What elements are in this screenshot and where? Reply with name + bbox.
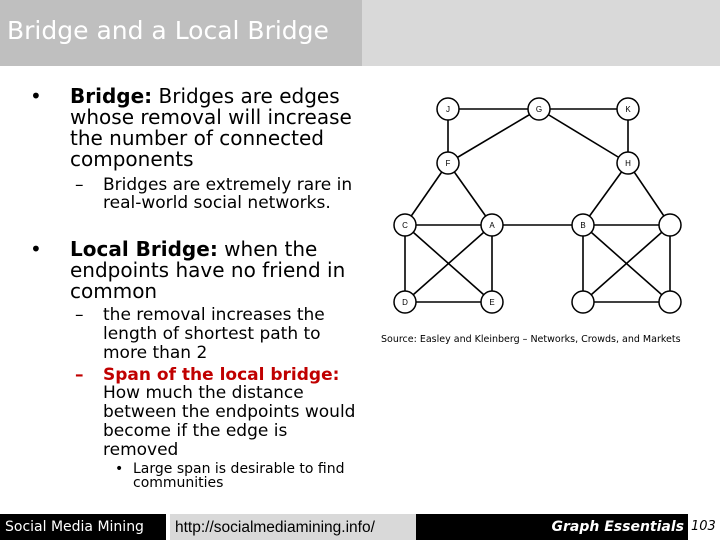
node-right xyxy=(659,214,681,236)
page-number: 103 xyxy=(691,519,716,534)
node-br xyxy=(659,291,681,313)
local-sub1-line-3: more than 2 xyxy=(103,343,208,363)
local-sub1-line-2: length of shortest path to xyxy=(103,324,321,344)
span-line-2: How much the distance xyxy=(103,383,304,403)
local-sub1-line-1: the removal increases the xyxy=(103,305,325,325)
bridge-sub-line-2: real-world social networks. xyxy=(103,193,331,213)
local-bridge-line-3: common xyxy=(70,279,158,303)
bridge-line-4: components xyxy=(70,147,194,171)
edge-g-f xyxy=(448,109,539,163)
graph-edges xyxy=(405,109,670,302)
span-sub-line-1: Large span is desirable to find xyxy=(133,461,345,477)
node-label-g: G xyxy=(535,105,543,114)
node-label-j: J xyxy=(446,105,450,114)
footer xyxy=(0,514,720,540)
local-bridge-line-1 xyxy=(70,239,317,260)
bridge-line-3: the number of connected xyxy=(70,126,324,150)
bridge-term: Bridge: xyxy=(70,84,153,108)
span-line-3: between the endpoints would xyxy=(103,402,356,422)
footer-chapter: Graph Essentials xyxy=(551,519,684,535)
node-label-a: A xyxy=(489,221,495,230)
node-label-b: B xyxy=(580,221,586,230)
network-graph xyxy=(388,88,698,330)
bridge-line-2: whose removal will increase xyxy=(70,105,352,129)
local-bridge-term: Local Bridge: xyxy=(70,237,218,261)
node-bl xyxy=(572,291,594,313)
edge-g-h xyxy=(539,109,628,163)
node-label-c: C xyxy=(402,221,408,230)
dash-marker: – xyxy=(75,305,84,325)
bridge-text-1: Bridges are edges xyxy=(152,84,340,108)
node-label-d: D xyxy=(402,298,408,307)
footer-course-name: Social Media Mining xyxy=(0,514,166,540)
local-bridge-line-2: endpoints have no friend in xyxy=(70,258,346,282)
span-line-4: become if the edge is xyxy=(103,421,288,441)
dash-marker-red: – xyxy=(75,365,84,385)
bullet-marker: • xyxy=(30,237,42,261)
node-label-h: H xyxy=(625,159,631,168)
graph-nodes xyxy=(394,98,681,313)
span-term: Span of the local bridge: xyxy=(103,365,340,385)
span-line-5: removed xyxy=(103,440,179,460)
bullet-marker: • xyxy=(30,84,42,108)
node-label-k: K xyxy=(625,105,631,114)
node-label-f: F xyxy=(445,159,451,168)
bridge-sub-line-1: Bridges are extremely rare in xyxy=(103,175,353,195)
sub-bullet-marker: • xyxy=(115,461,124,477)
figure-source: Source: Easley and Kleinberg – Networks, Crowds, and Markets xyxy=(381,334,681,345)
dash-marker: – xyxy=(75,175,84,195)
local-bridge-text-1: when the xyxy=(217,237,318,261)
slide-title: Bridge and a Local Bridge xyxy=(7,16,329,45)
span-sub-line-2: communities xyxy=(133,475,224,491)
footer-url[interactable]: http://socialmediamining.info/ xyxy=(175,519,375,536)
node-label-e: E xyxy=(489,298,495,307)
bridge-line-1 xyxy=(70,86,340,107)
